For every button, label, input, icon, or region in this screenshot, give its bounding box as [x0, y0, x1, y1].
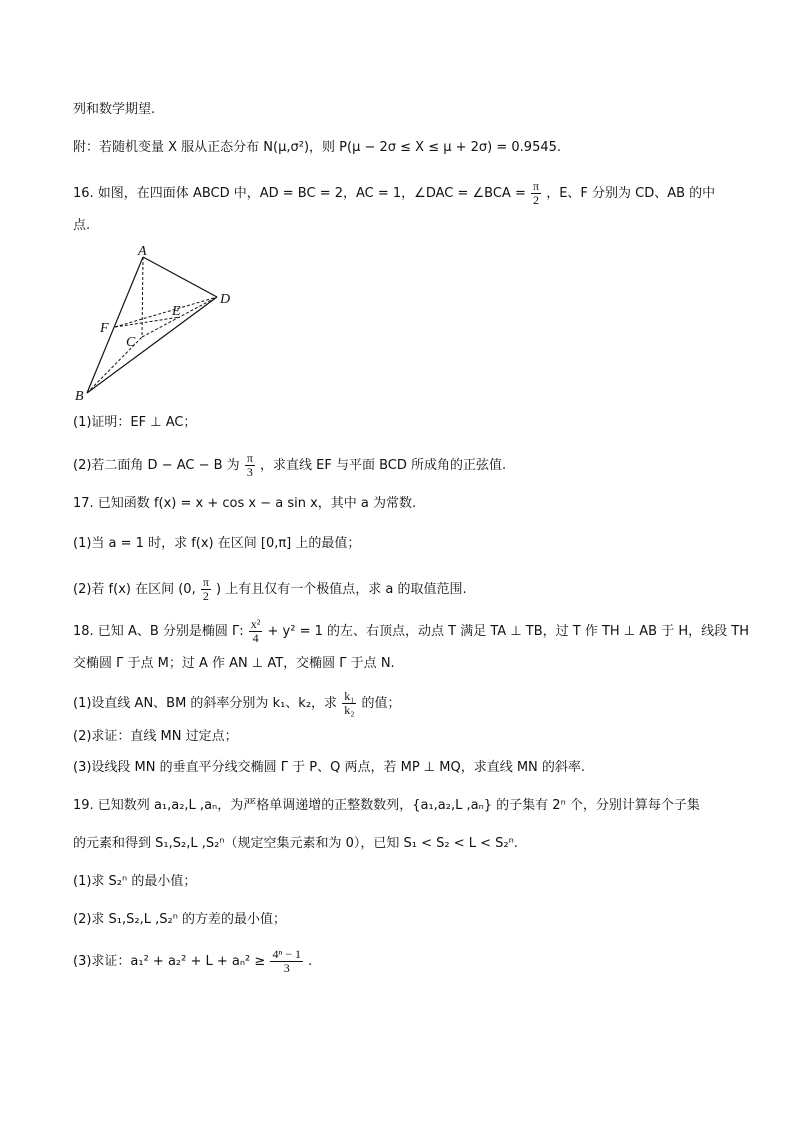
text-line-4: 点. [73, 218, 91, 233]
p18-1-text-b: 的值； [361, 696, 401, 711]
fraction-pi-over-2 [531, 180, 541, 207]
p19-3-text-a: (3)求证：a₁² + a₂² + L + aₙ² ≥ [73, 954, 266, 969]
p18-text-b: + y² = 1 的左、右顶点，动点 T 满足 TA ⊥ TB，过 T 作 TH ⊥ AB 于 H，线段 TH [267, 624, 749, 639]
p16-2-text-a: (2)若二面角 D − AC − B 为 [73, 458, 240, 473]
fraction-num: k₁ [344, 689, 355, 703]
p17-2-text-a: (2)若 f(x) 在区间 (0, [73, 582, 196, 597]
segment-FD [115, 297, 217, 327]
fraction-den: 3 [283, 961, 290, 975]
label-D: D [220, 292, 231, 307]
fraction-num: 4ⁿ − 1 [272, 947, 301, 961]
text-line-11: 交椭圆 Γ 于点 M；过 A 作 AN ⊥ AT，交椭圆 Γ 于点 N. [73, 656, 395, 671]
fraction-final [270, 948, 303, 975]
text-line-5: (1)证明：EF ⊥ AC； [73, 415, 197, 430]
fraction-num: π [532, 179, 540, 193]
text-line-7: 17. 已知函数 f(x) = x + cos x − a sin x，其中 a 为常数. [73, 496, 417, 511]
fraction-num: π [246, 451, 253, 465]
problem-17-part-2 [73, 576, 467, 603]
fraction-den: 2 [533, 193, 540, 207]
p17-2-text-b: ) 上有且仅有一个极值点，求 a 的取值范围. [216, 582, 467, 597]
fraction-den: k₂ [344, 703, 355, 717]
p18-1-text-a: (1)设直线 AN、BM 的斜率分别为 k₁、k₂，求 [73, 696, 338, 711]
fraction-pi-over-3 [245, 452, 255, 479]
p18-text-a: 18. 已知 A、B 分别是椭圆 Γ: [73, 624, 244, 639]
p16-text-a: 16. 如图，在四面体 ABCD 中，AD = BC = 2，AC = 1，∠DAC = ∠BCA = [73, 186, 526, 201]
fraction-den: 2 [202, 589, 209, 603]
fraction-num: π [202, 575, 209, 589]
text-line-15: 19. 已知数列 a₁,a₂,L ,aₙ，为严格单调递增的正整数数列，{a₁,a₂,L ,aₙ} 的子集有 2ⁿ 个，分别计算每个子集 [73, 798, 700, 813]
label-A: A [138, 245, 147, 259]
label-C: C [126, 335, 136, 350]
fraction-k1-over-k2 [342, 690, 356, 717]
edge-AD [143, 257, 217, 297]
fraction-num: x² [250, 617, 261, 631]
text-line-1: 列和数学期望. [73, 102, 156, 117]
text-line-18: (2)求 S₁,S₂,L ,S₂ⁿ 的方差的最小值； [73, 912, 287, 927]
p16-2-text-b: ，求直线 EF 与平面 BCD 所成角的正弦值. [260, 458, 507, 473]
fraction-den: 4 [252, 631, 259, 645]
fraction-pi-over-2-b [201, 576, 211, 603]
edge-AC [142, 257, 143, 337]
text-line-13: (2)求证：直线 MN 过定点； [73, 729, 238, 744]
p19-3-text-b: . [308, 954, 313, 969]
fraction-den: 3 [246, 465, 253, 479]
text-line-16: 的元素和得到 S₁,S₂,L ,S₂ⁿ（规定空集元素和为 0），已知 S₁ < S₂ < L < S₂ⁿ. [73, 836, 518, 851]
p16-text-b: ，E、F 分别为 CD、AB 的中 [546, 186, 716, 201]
tetrahedron-figure [70, 245, 240, 405]
problem-16-part-2 [73, 452, 506, 479]
problem-18-part-1 [73, 690, 401, 717]
text-line-8: (1)当 a = 1 时，求 f(x) 在区间 [0,π] 上的最值； [73, 536, 361, 551]
problem-19-part-3 [73, 948, 312, 975]
text-line-17: (1)求 S₂ⁿ 的最小值； [73, 874, 197, 889]
fraction-x2-over-4 [249, 618, 263, 645]
text-line-14: (3)设线段 MN 的垂直平分线交椭圆 Γ 于 P、Q 两点，若 MP ⊥ MQ，求直线 MN 的斜率. [73, 760, 586, 775]
label-B: B [75, 389, 84, 404]
problem-18-statement [73, 618, 749, 645]
label-E: E [172, 304, 181, 319]
problem-16-statement [73, 180, 715, 207]
text-line-2: 附：若随机变量 X 服从正态分布 N(μ,σ²)，则 P(μ − 2σ ≤ X ≤ μ + 2σ) = 0.9545. [73, 140, 562, 155]
label-F: F [100, 321, 109, 336]
